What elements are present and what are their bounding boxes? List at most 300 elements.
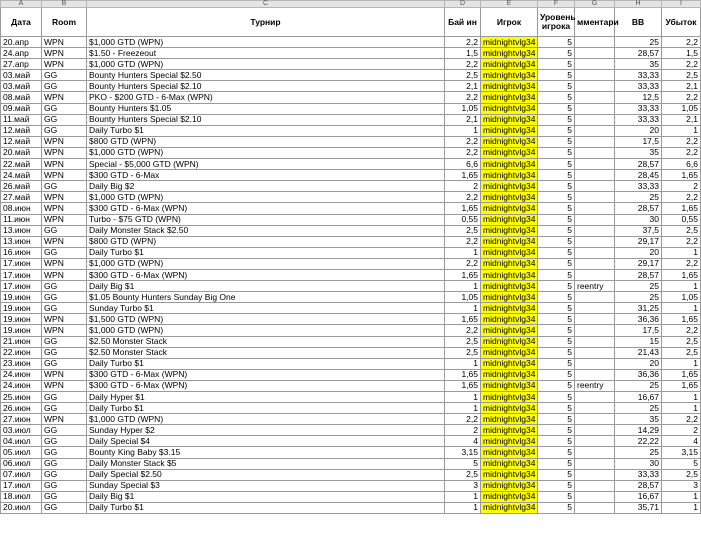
- cell-date[interactable]: 13.июн: [1, 236, 42, 247]
- cell-comment[interactable]: [575, 181, 615, 192]
- header-room[interactable]: Room: [42, 8, 87, 37]
- cell-buyin[interactable]: 4: [445, 436, 481, 447]
- cell-date[interactable]: 11.май: [1, 114, 42, 125]
- cell-room[interactable]: WPN: [42, 48, 87, 59]
- cell-room[interactable]: WPN: [42, 203, 87, 214]
- cell-comment[interactable]: [575, 247, 615, 258]
- cell-bb[interactable]: 36,36: [615, 369, 662, 380]
- cell-player[interactable]: midnightvlg34: [481, 125, 538, 136]
- cell-comment[interactable]: [575, 425, 615, 436]
- cell-comment[interactable]: [575, 458, 615, 469]
- cell-tournament[interactable]: $300 GTD - 6-Max (WPN): [87, 203, 445, 214]
- cell-player-level[interactable]: 5: [538, 236, 575, 247]
- cell-date[interactable]: 22.май: [1, 159, 42, 170]
- cell-loss[interactable]: 1,05: [662, 103, 701, 114]
- cell-player-level[interactable]: 5: [538, 247, 575, 258]
- cell-tournament[interactable]: $800 GTD (WPN): [87, 136, 445, 147]
- cell-date[interactable]: 16.июн: [1, 247, 42, 258]
- cell-room[interactable]: WPN: [42, 414, 87, 425]
- cell-comment[interactable]: [575, 403, 615, 414]
- cell-tournament[interactable]: $2.50 Monster Stack: [87, 347, 445, 358]
- cell-player-level[interactable]: 5: [538, 480, 575, 491]
- cell-date[interactable]: 22.июн: [1, 347, 42, 358]
- cell-loss[interactable]: 2,2: [662, 192, 701, 203]
- cell-room[interactable]: GG: [42, 469, 87, 480]
- cell-player-level[interactable]: 5: [538, 325, 575, 336]
- cell-player-level[interactable]: 5: [538, 392, 575, 403]
- cell-bb[interactable]: 28,57: [615, 48, 662, 59]
- cell-buyin[interactable]: 1,65: [445, 314, 481, 325]
- cell-buyin[interactable]: 6,6: [445, 159, 481, 170]
- cell-player[interactable]: midnightvlg34: [481, 247, 538, 258]
- cell-player[interactable]: midnightvlg34: [481, 37, 538, 48]
- cell-bb[interactable]: 30: [615, 458, 662, 469]
- cell-player[interactable]: midnightvlg34: [481, 48, 538, 59]
- cell-buyin[interactable]: 1: [445, 247, 481, 258]
- cell-player-level[interactable]: 5: [538, 70, 575, 81]
- cell-room[interactable]: GG: [42, 181, 87, 192]
- cell-date[interactable]: 26.июн: [1, 403, 42, 414]
- cell-buyin[interactable]: 2,5: [445, 347, 481, 358]
- cell-loss[interactable]: 2: [662, 425, 701, 436]
- cell-date[interactable]: 17.июн: [1, 258, 42, 269]
- cell-loss[interactable]: 1,65: [662, 380, 701, 391]
- cell-date[interactable]: 24.июн: [1, 380, 42, 391]
- cell-player[interactable]: midnightvlg34: [481, 502, 538, 513]
- cell-player[interactable]: midnightvlg34: [481, 236, 538, 247]
- cell-player-level[interactable]: 5: [538, 203, 575, 214]
- cell-buyin[interactable]: 1: [445, 358, 481, 369]
- cell-loss[interactable]: 1,05: [662, 292, 701, 303]
- cell-room[interactable]: WPN: [42, 325, 87, 336]
- cell-bb[interactable]: 28,57: [615, 269, 662, 280]
- column-letter[interactable]: D: [445, 1, 481, 8]
- cell-loss[interactable]: 1,65: [662, 203, 701, 214]
- cell-bb[interactable]: 33,33: [615, 114, 662, 125]
- cell-date[interactable]: 17.июл: [1, 480, 42, 491]
- cell-player-level[interactable]: 5: [538, 292, 575, 303]
- header-loss[interactable]: Убыток: [662, 8, 701, 37]
- cell-buyin[interactable]: 1,05: [445, 292, 481, 303]
- cell-comment[interactable]: [575, 480, 615, 491]
- column-letter[interactable]: B: [42, 1, 87, 8]
- cell-buyin[interactable]: 2,2: [445, 147, 481, 158]
- cell-comment[interactable]: [575, 114, 615, 125]
- cell-bb[interactable]: 28,57: [615, 203, 662, 214]
- cell-tournament[interactable]: $1,000 GTD (WPN): [87, 325, 445, 336]
- cell-loss[interactable]: 1: [662, 358, 701, 369]
- cell-buyin[interactable]: 3,15: [445, 447, 481, 458]
- cell-bb[interactable]: 14,29: [615, 425, 662, 436]
- cell-comment[interactable]: [575, 469, 615, 480]
- cell-buyin[interactable]: 1,05: [445, 103, 481, 114]
- header-player-level[interactable]: Уровень игрока: [538, 8, 575, 37]
- cell-tournament[interactable]: Daily Turbo $1: [87, 502, 445, 513]
- cell-bb[interactable]: 25: [615, 292, 662, 303]
- cell-room[interactable]: GG: [42, 347, 87, 358]
- cell-player[interactable]: midnightvlg34: [481, 81, 538, 92]
- cell-date[interactable]: 24.июн: [1, 369, 42, 380]
- cell-loss[interactable]: 2,2: [662, 147, 701, 158]
- cell-comment[interactable]: [575, 125, 615, 136]
- cell-player-level[interactable]: 5: [538, 303, 575, 314]
- cell-room[interactable]: WPN: [42, 269, 87, 280]
- cell-buyin[interactable]: 2,2: [445, 59, 481, 70]
- cell-bb[interactable]: 21,43: [615, 347, 662, 358]
- cell-tournament[interactable]: Bounty King Baby $3.15: [87, 447, 445, 458]
- cell-tournament[interactable]: Turbo - $75 GTD (WPN): [87, 214, 445, 225]
- cell-loss[interactable]: 3,15: [662, 447, 701, 458]
- cell-buyin[interactable]: 2,2: [445, 92, 481, 103]
- cell-player[interactable]: midnightvlg34: [481, 70, 538, 81]
- cell-buyin[interactable]: 2,1: [445, 114, 481, 125]
- cell-tournament[interactable]: Daily Monster Stack $2.50: [87, 225, 445, 236]
- cell-player-level[interactable]: 5: [538, 81, 575, 92]
- cell-bb[interactable]: 28,57: [615, 159, 662, 170]
- cell-loss[interactable]: 2,2: [662, 236, 701, 247]
- cell-player-level[interactable]: 5: [538, 458, 575, 469]
- cell-date[interactable]: 17.июн: [1, 281, 42, 292]
- cell-buyin[interactable]: 1: [445, 491, 481, 502]
- cell-bb[interactable]: 28,57: [615, 480, 662, 491]
- header-comment[interactable]: мментари: [575, 8, 615, 37]
- cell-date[interactable]: 06.июл: [1, 458, 42, 469]
- cell-buyin[interactable]: 1: [445, 392, 481, 403]
- cell-date[interactable]: 07.июл: [1, 469, 42, 480]
- cell-buyin[interactable]: 2,2: [445, 414, 481, 425]
- cell-tournament[interactable]: $1.50 - Freezeout: [87, 48, 445, 59]
- cell-buyin[interactable]: 1: [445, 281, 481, 292]
- cell-bb[interactable]: 33,33: [615, 103, 662, 114]
- cell-tournament[interactable]: Bounty Hunters $1.05: [87, 103, 445, 114]
- cell-loss[interactable]: 2,2: [662, 325, 701, 336]
- cell-room[interactable]: GG: [42, 114, 87, 125]
- cell-player[interactable]: midnightvlg34: [481, 214, 538, 225]
- cell-room[interactable]: GG: [42, 281, 87, 292]
- cell-bb[interactable]: 37,5: [615, 225, 662, 236]
- column-letter[interactable]: I: [662, 1, 701, 8]
- cell-loss[interactable]: 1,65: [662, 369, 701, 380]
- cell-buyin[interactable]: 2,2: [445, 136, 481, 147]
- cell-date[interactable]: 09.май: [1, 103, 42, 114]
- cell-tournament[interactable]: Daily Special $4: [87, 436, 445, 447]
- cell-tournament[interactable]: Sunday Special $3: [87, 480, 445, 491]
- cell-date[interactable]: 18.июл: [1, 491, 42, 502]
- cell-loss[interactable]: 2,2: [662, 37, 701, 48]
- cell-date[interactable]: 20.июл: [1, 502, 42, 513]
- cell-player[interactable]: midnightvlg34: [481, 325, 538, 336]
- cell-room[interactable]: WPN: [42, 369, 87, 380]
- cell-player[interactable]: midnightvlg34: [481, 403, 538, 414]
- cell-tournament[interactable]: $1,000 GTD (WPN): [87, 192, 445, 203]
- cell-date[interactable]: 19.июн: [1, 303, 42, 314]
- cell-loss[interactable]: 0,55: [662, 214, 701, 225]
- cell-room[interactable]: WPN: [42, 236, 87, 247]
- cell-buyin[interactable]: 2,5: [445, 336, 481, 347]
- cell-room[interactable]: GG: [42, 458, 87, 469]
- cell-room[interactable]: GG: [42, 247, 87, 258]
- cell-date[interactable]: 27.апр: [1, 59, 42, 70]
- cell-tournament[interactable]: $1.05 Bounty Hunters Sunday Big One: [87, 292, 445, 303]
- cell-bb[interactable]: 29,17: [615, 258, 662, 269]
- cell-tournament[interactable]: $1,000 GTD (WPN): [87, 37, 445, 48]
- cell-tournament[interactable]: Daily Monster Stack $5: [87, 458, 445, 469]
- cell-comment[interactable]: [575, 491, 615, 502]
- cell-comment[interactable]: [575, 303, 615, 314]
- cell-tournament[interactable]: Daily Big $1: [87, 281, 445, 292]
- cell-room[interactable]: GG: [42, 103, 87, 114]
- cell-player[interactable]: midnightvlg34: [481, 436, 538, 447]
- cell-player[interactable]: midnightvlg34: [481, 292, 538, 303]
- cell-room[interactable]: WPN: [42, 170, 87, 181]
- cell-loss[interactable]: 2,2: [662, 59, 701, 70]
- cell-player[interactable]: midnightvlg34: [481, 92, 538, 103]
- cell-date[interactable]: 19.июн: [1, 325, 42, 336]
- cell-comment[interactable]: [575, 136, 615, 147]
- cell-player[interactable]: midnightvlg34: [481, 369, 538, 380]
- cell-bb[interactable]: 25: [615, 37, 662, 48]
- cell-player[interactable]: midnightvlg34: [481, 114, 538, 125]
- cell-tournament[interactable]: Bounty Hunters Special $2.10: [87, 114, 445, 125]
- cell-date[interactable]: 05.июл: [1, 447, 42, 458]
- cell-player[interactable]: midnightvlg34: [481, 59, 538, 70]
- cell-room[interactable]: GG: [42, 358, 87, 369]
- cell-date[interactable]: 24.апр: [1, 48, 42, 59]
- cell-player[interactable]: midnightvlg34: [481, 392, 538, 403]
- cell-player-level[interactable]: 5: [538, 369, 575, 380]
- cell-date[interactable]: 25.июн: [1, 392, 42, 403]
- cell-player-level[interactable]: 5: [538, 314, 575, 325]
- cell-tournament[interactable]: $300 GTD - 6-Max (WPN): [87, 269, 445, 280]
- cell-room[interactable]: GG: [42, 425, 87, 436]
- cell-player-level[interactable]: 5: [538, 281, 575, 292]
- cell-bb[interactable]: 31,25: [615, 303, 662, 314]
- cell-date[interactable]: 17.июн: [1, 269, 42, 280]
- cell-bb[interactable]: 36,36: [615, 314, 662, 325]
- cell-bb[interactable]: 35: [615, 147, 662, 158]
- cell-player-level[interactable]: 5: [538, 491, 575, 502]
- cell-player[interactable]: midnightvlg34: [481, 314, 538, 325]
- cell-player[interactable]: midnightvlg34: [481, 147, 538, 158]
- cell-bb[interactable]: 16,67: [615, 491, 662, 502]
- cell-room[interactable]: GG: [42, 403, 87, 414]
- cell-bb[interactable]: 17,5: [615, 325, 662, 336]
- cell-player-level[interactable]: 5: [538, 48, 575, 59]
- cell-date[interactable]: 11.июн: [1, 214, 42, 225]
- cell-bb[interactable]: 25: [615, 403, 662, 414]
- cell-room[interactable]: WPN: [42, 92, 87, 103]
- cell-loss[interactable]: 1: [662, 281, 701, 292]
- cell-comment[interactable]: reentry: [575, 380, 615, 391]
- cell-tournament[interactable]: Bounty Hunters Special $2.10: [87, 81, 445, 92]
- cell-buyin[interactable]: 1,65: [445, 380, 481, 391]
- cell-comment[interactable]: [575, 159, 615, 170]
- cell-comment[interactable]: [575, 192, 615, 203]
- cell-player-level[interactable]: 5: [538, 436, 575, 447]
- cell-player[interactable]: midnightvlg34: [481, 303, 538, 314]
- cell-comment[interactable]: [575, 292, 615, 303]
- cell-player[interactable]: midnightvlg34: [481, 203, 538, 214]
- cell-player-level[interactable]: 5: [538, 380, 575, 391]
- cell-comment[interactable]: [575, 436, 615, 447]
- cell-bb[interactable]: 25: [615, 192, 662, 203]
- cell-bb[interactable]: 20: [615, 125, 662, 136]
- cell-player-level[interactable]: 5: [538, 403, 575, 414]
- cell-room[interactable]: WPN: [42, 314, 87, 325]
- cell-loss[interactable]: 1: [662, 491, 701, 502]
- cell-bb[interactable]: 30: [615, 214, 662, 225]
- cell-date[interactable]: 26.май: [1, 181, 42, 192]
- cell-loss[interactable]: 1,5: [662, 48, 701, 59]
- header-player[interactable]: Игрок: [481, 8, 538, 37]
- cell-loss[interactable]: 4: [662, 436, 701, 447]
- cell-tournament[interactable]: Daily Big $2: [87, 181, 445, 192]
- cell-comment[interactable]: [575, 392, 615, 403]
- cell-comment[interactable]: [575, 225, 615, 236]
- cell-bb[interactable]: 35,71: [615, 502, 662, 513]
- cell-player[interactable]: midnightvlg34: [481, 358, 538, 369]
- cell-tournament[interactable]: Sunday Hyper $2: [87, 425, 445, 436]
- cell-loss[interactable]: 2,2: [662, 136, 701, 147]
- cell-bb[interactable]: 12,5: [615, 92, 662, 103]
- cell-player[interactable]: midnightvlg34: [481, 269, 538, 280]
- cell-tournament[interactable]: Daily Turbo $1: [87, 403, 445, 414]
- cell-buyin[interactable]: 2,2: [445, 325, 481, 336]
- cell-room[interactable]: GG: [42, 225, 87, 236]
- cell-buyin[interactable]: 1,65: [445, 369, 481, 380]
- cell-tournament[interactable]: Special - $5,000 GTD (WPN): [87, 159, 445, 170]
- cell-tournament[interactable]: $1,000 GTD (WPN): [87, 147, 445, 158]
- cell-player-level[interactable]: 5: [538, 59, 575, 70]
- cell-tournament[interactable]: Daily Big $1: [87, 491, 445, 502]
- cell-bb[interactable]: 29,17: [615, 236, 662, 247]
- column-letter[interactable]: F: [538, 1, 575, 8]
- cell-player-level[interactable]: 5: [538, 414, 575, 425]
- cell-room[interactable]: WPN: [42, 59, 87, 70]
- cell-bb[interactable]: 35: [615, 414, 662, 425]
- cell-room[interactable]: GG: [42, 292, 87, 303]
- cell-date[interactable]: 19.июн: [1, 314, 42, 325]
- cell-player[interactable]: midnightvlg34: [481, 491, 538, 502]
- cell-player-level[interactable]: 5: [538, 347, 575, 358]
- cell-room[interactable]: GG: [42, 336, 87, 347]
- cell-loss[interactable]: 1,65: [662, 269, 701, 280]
- cell-buyin[interactable]: 1,65: [445, 170, 481, 181]
- cell-player-level[interactable]: 5: [538, 192, 575, 203]
- cell-comment[interactable]: [575, 48, 615, 59]
- cell-player-level[interactable]: 5: [538, 258, 575, 269]
- cell-tournament[interactable]: $1,500 GTD (WPN): [87, 314, 445, 325]
- cell-player-level[interactable]: 5: [538, 447, 575, 458]
- cell-tournament[interactable]: Daily Turbo $1: [87, 125, 445, 136]
- cell-bb[interactable]: 25: [615, 447, 662, 458]
- cell-loss[interactable]: 2,5: [662, 347, 701, 358]
- cell-tournament[interactable]: $1,000 GTD (WPN): [87, 414, 445, 425]
- cell-player[interactable]: midnightvlg34: [481, 258, 538, 269]
- cell-bb[interactable]: 33,33: [615, 81, 662, 92]
- cell-loss[interactable]: 2,5: [662, 225, 701, 236]
- cell-loss[interactable]: 1: [662, 502, 701, 513]
- cell-bb[interactable]: 25: [615, 380, 662, 391]
- cell-comment[interactable]: [575, 92, 615, 103]
- cell-room[interactable]: GG: [42, 502, 87, 513]
- cell-tournament[interactable]: $300 GTD - 6-Max: [87, 170, 445, 181]
- cell-buyin[interactable]: 2,5: [445, 469, 481, 480]
- column-letter[interactable]: H: [615, 1, 662, 8]
- cell-player-level[interactable]: 5: [538, 37, 575, 48]
- cell-loss[interactable]: 1: [662, 247, 701, 258]
- cell-player-level[interactable]: 5: [538, 336, 575, 347]
- cell-loss[interactable]: 5: [662, 458, 701, 469]
- cell-tournament[interactable]: $1,000 GTD (WPN): [87, 59, 445, 70]
- cell-tournament[interactable]: Bounty Hunters Special $2.50: [87, 70, 445, 81]
- cell-comment[interactable]: [575, 502, 615, 513]
- cell-buyin[interactable]: 1: [445, 303, 481, 314]
- cell-room[interactable]: GG: [42, 392, 87, 403]
- cell-room[interactable]: WPN: [42, 136, 87, 147]
- cell-date[interactable]: 24.май: [1, 170, 42, 181]
- cell-comment[interactable]: [575, 236, 615, 247]
- cell-tournament[interactable]: Daily Turbo $1: [87, 358, 445, 369]
- cell-player-level[interactable]: 5: [538, 92, 575, 103]
- cell-player-level[interactable]: 5: [538, 358, 575, 369]
- cell-date[interactable]: 12.май: [1, 125, 42, 136]
- cell-date[interactable]: 21.июн: [1, 336, 42, 347]
- cell-loss[interactable]: 1: [662, 303, 701, 314]
- cell-bb[interactable]: 35: [615, 59, 662, 70]
- cell-comment[interactable]: [575, 37, 615, 48]
- cell-comment[interactable]: [575, 369, 615, 380]
- cell-room[interactable]: GG: [42, 480, 87, 491]
- cell-player[interactable]: midnightvlg34: [481, 447, 538, 458]
- cell-player[interactable]: midnightvlg34: [481, 347, 538, 358]
- cell-room[interactable]: GG: [42, 491, 87, 502]
- column-letter[interactable]: A: [1, 1, 42, 8]
- header-buyin[interactable]: Бай ин: [445, 8, 481, 37]
- cell-room[interactable]: GG: [42, 125, 87, 136]
- cell-room[interactable]: WPN: [42, 380, 87, 391]
- cell-player[interactable]: midnightvlg34: [481, 159, 538, 170]
- cell-player[interactable]: midnightvlg34: [481, 425, 538, 436]
- cell-comment[interactable]: [575, 214, 615, 225]
- cell-loss[interactable]: 2,5: [662, 336, 701, 347]
- header-tournament[interactable]: Турнир: [87, 8, 445, 37]
- cell-player[interactable]: midnightvlg34: [481, 225, 538, 236]
- cell-room[interactable]: GG: [42, 81, 87, 92]
- cell-bb[interactable]: 33,33: [615, 469, 662, 480]
- header-bb[interactable]: BB: [615, 8, 662, 37]
- cell-buyin[interactable]: 1: [445, 403, 481, 414]
- cell-player-level[interactable]: 5: [538, 159, 575, 170]
- cell-player-level[interactable]: 5: [538, 214, 575, 225]
- cell-date[interactable]: 08.июн: [1, 203, 42, 214]
- cell-comment[interactable]: [575, 147, 615, 158]
- cell-loss[interactable]: 2,2: [662, 92, 701, 103]
- cell-bb[interactable]: 16,67: [615, 392, 662, 403]
- cell-player[interactable]: midnightvlg34: [481, 136, 538, 147]
- cell-loss[interactable]: 2,2: [662, 414, 701, 425]
- cell-bb[interactable]: 33,33: [615, 70, 662, 81]
- cell-player[interactable]: midnightvlg34: [481, 414, 538, 425]
- cell-comment[interactable]: [575, 414, 615, 425]
- cell-loss[interactable]: 2: [662, 181, 701, 192]
- cell-buyin[interactable]: 3: [445, 480, 481, 491]
- cell-bb[interactable]: 22,22: [615, 436, 662, 447]
- cell-tournament[interactable]: Sunday Turbo $1: [87, 303, 445, 314]
- cell-date[interactable]: 27.июн: [1, 414, 42, 425]
- cell-date[interactable]: 03.май: [1, 81, 42, 92]
- cell-tournament[interactable]: PKO - $200 GTD - 6-Max (WPN): [87, 92, 445, 103]
